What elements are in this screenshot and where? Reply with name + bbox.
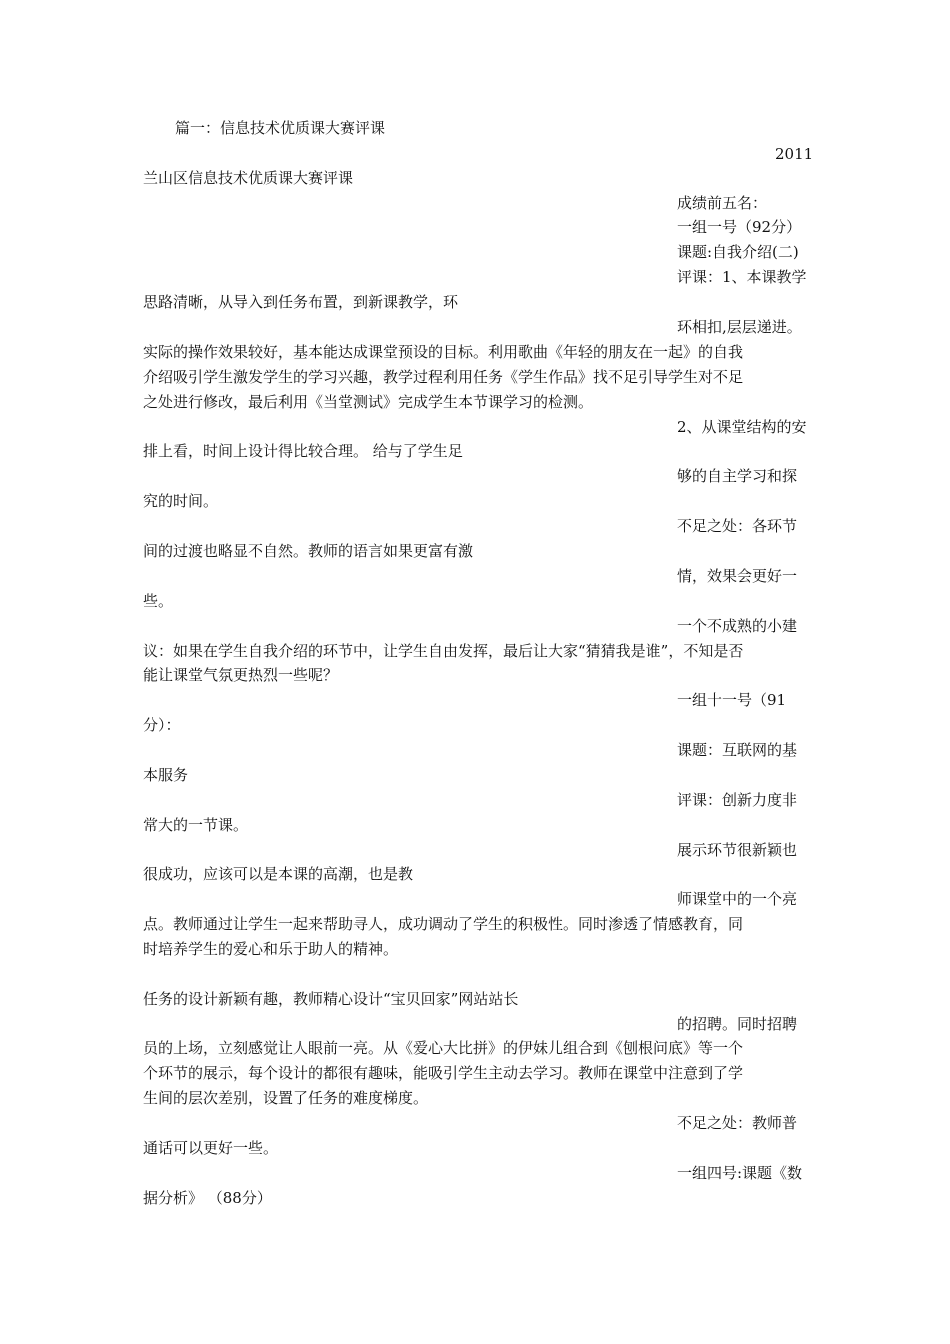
text-line: 据分析》 （88分） — [143, 1189, 272, 1207]
text-line: 生间的层次差别，设置了任务的难度梯度。 — [143, 1089, 429, 1107]
document-subtitle: 兰山区信息技术优质课大赛评课 — [143, 169, 354, 187]
text-line: 员的上场，立刻感觉让人眼前一亮。从《爱心大比拼》的伊妹儿组合到《刨根问底》等一个 — [143, 1039, 744, 1057]
text-line: 成绩前五名： — [677, 194, 768, 212]
text-line: 排上看，时间上设计得比较合理。 给与了学生足 — [143, 442, 463, 460]
text-line: 点。教师通过让学生一起来帮助寻人，成功调动了学生的积极性。同时渗透了情感教育，同 — [143, 915, 744, 933]
text-line: 分）： — [143, 716, 181, 734]
text-line: 任务的设计新颖有趣，教师精心设计“宝贝回家”网站站长 — [143, 990, 519, 1008]
text-line: 评课：1、本课教学 — [677, 268, 807, 286]
text-line: 展示环节很新颖也 — [677, 841, 798, 859]
text-line: 时培养学生的爱心和乐于助人的精神。 — [143, 940, 399, 958]
text-line: 评课：创新力度非 — [677, 791, 798, 809]
text-line: 一组一号（92分） — [677, 218, 802, 236]
text-line: 一个不成熟的小建 — [677, 617, 798, 635]
text-line: 本服务 — [143, 766, 189, 784]
text-line: 间的过渡也略显不自然。教师的语言如果更富有激 — [143, 542, 474, 560]
document-year: 2011 — [775, 145, 814, 163]
document-heading: 篇一：信息技术优质课大赛评课 — [175, 119, 386, 137]
text-line: 很成功，应该可以是本课的高潮，也是教 — [143, 865, 414, 883]
text-line: 些。 — [143, 592, 174, 610]
text-line: 课题：互联网的基 — [677, 741, 798, 759]
text-line: 个环节的展示，每个设计的都很有趣味，能吸引学生主动去学习。教师在课堂中注意到了学 — [143, 1064, 744, 1082]
text-line: 师课堂中的一个亮 — [677, 890, 798, 908]
text-line: 思路清晰，从导入到任务布置，到新课教学，环 — [143, 293, 459, 311]
text-line: 究的时间。 — [143, 492, 219, 510]
text-line: 实际的操作效果较好，基本能达成课堂预设的目标。利用歌曲《年轻的朋友在一起》的自我 — [143, 343, 744, 361]
text-line: 情，效果会更好一 — [677, 567, 798, 585]
text-line: 议：如果在学生自我介绍的环节中，让学生自由发挥，最后让大家“猜猜我是谁”，不知是否 — [143, 642, 744, 660]
text-line: 常大的一节课。 — [143, 816, 249, 834]
text-line: 2、从课堂结构的安 — [677, 418, 807, 436]
text-line: 不足之处：各环节 — [677, 517, 798, 535]
text-line: 一组四号:课题《数 — [677, 1164, 803, 1182]
text-line: 介绍吸引学生激发学生的学习兴趣，教学过程利用任务《学生作品》找不足引导学生对不足 — [143, 368, 744, 386]
text-line: 能让课堂气氛更热烈一些呢？ — [143, 666, 339, 684]
text-line: 够的自主学习和探 — [677, 467, 798, 485]
text-line: 环相扣,层层递进。 — [677, 318, 802, 336]
text-line: 一组十一号（91 — [677, 691, 787, 709]
text-line: 的招聘。同时招聘 — [677, 1015, 798, 1033]
text-line: 通话可以更好一些。 — [143, 1139, 279, 1157]
text-line: 课题:自我介绍(二) — [677, 243, 799, 261]
text-line: 之处进行修改，最后利用《当堂测试》完成学生本节课学习的检测。 — [143, 393, 594, 411]
text-line: 不足之处：教师普 — [677, 1114, 798, 1132]
